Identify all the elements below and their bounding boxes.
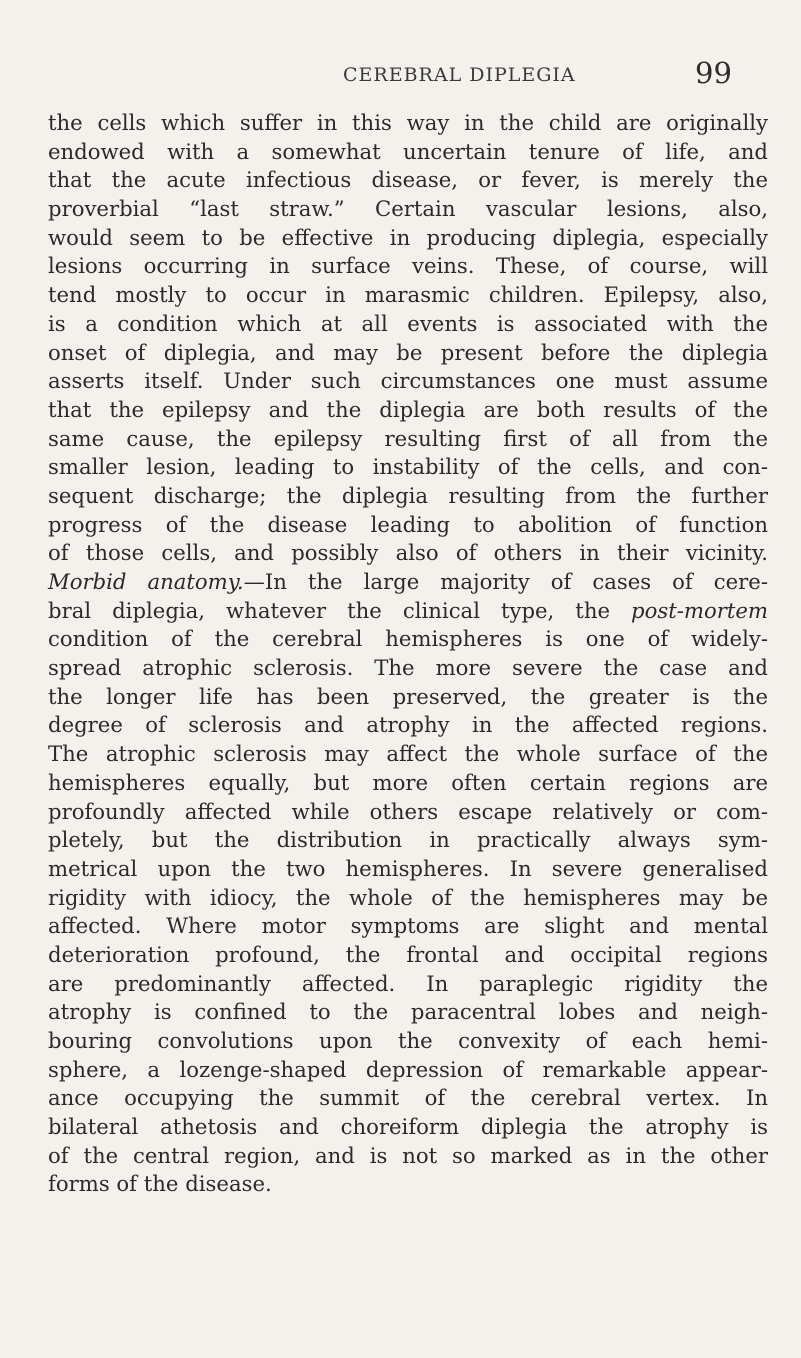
text-line: onset of diplegia, and may be present before the diplegia: [48, 339, 768, 365]
text-line: deterioration profound, the frontal and occipital regions: [48, 941, 768, 967]
text-line: proverbial “last straw.” Certain vascular lesions, also,: [48, 196, 768, 222]
text-line: sphere, a lozenge-shaped depression of remarkable appear-: [48, 1056, 768, 1082]
text-line: bouring convolutions upon the convexity of each hemi-: [48, 1028, 768, 1053]
section-heading-morbid-anatomy: Morbid anatomy.: [48, 569, 244, 594]
text-line: bilateral athetosis and choreiform diplegia the atrophy is: [48, 1114, 768, 1140]
text-line: tend mostly to occur in marasmic children. Epilepsy, also,: [48, 282, 768, 308]
text-line: forms of the disease.: [48, 1171, 272, 1197]
text-run: bral diplegia, whatever the clinical type, the: [48, 597, 632, 623]
text-line: condition of the cerebral hemispheres is one of widely-: [48, 626, 768, 652]
text-line: are predominantly affected. In paraplegic rigidity the: [48, 970, 768, 996]
text-line: lesions occurring in surface veins. These, of course, will: [48, 253, 768, 279]
text-line: the longer life has been preserved, the greater is the: [48, 683, 768, 709]
text-line: ance occupying the summit of the cerebral vertex. In: [48, 1085, 768, 1111]
text-line: that the epilepsy and the diplegia are both results of the: [48, 396, 768, 422]
text-line: is a condition which at all events is associated with the: [48, 310, 768, 336]
text-line: that the acute infectious disease, or fever, is merely the: [48, 167, 768, 193]
text-line: metrical upon the two hemispheres. In severe generalised: [48, 855, 768, 881]
text-line: spread atrophic sclerosis. The more severe the case and: [48, 655, 768, 681]
text-line: The atrophic sclerosis may affect the whole surface of the: [48, 741, 768, 767]
text-line: atrophy is confined to the paracentral lobes and neigh-: [48, 999, 768, 1025]
text-line: sequent discharge; the diplegia resulting from the further: [48, 482, 768, 508]
text-line: rigidity with idiocy, the whole of the hemispheres may be: [48, 884, 768, 910]
text-line: profoundly affected while others escape relatively or com-: [48, 798, 768, 824]
text-line: pletely, but the distribution in practically always sym-: [48, 827, 768, 853]
text-line: asserts itself. Under such circumstances one must assume: [48, 368, 768, 394]
running-title: CEREBRAL DIPLEGIA: [343, 64, 576, 86]
page-number: 99: [695, 56, 732, 90]
body-text: [48, 109, 768, 1199]
text-line: [48, 597, 768, 626]
text-line: of the central region, and is not so marked as in the other: [48, 1142, 768, 1168]
text-line: would seem to be effective in producing diplegia, especially: [48, 224, 768, 250]
text-line: endowed with a somewhat uncertain tenure of life, and: [48, 138, 768, 164]
text-line: of those cells, and possibly also of others in their vicinity.: [48, 540, 768, 566]
running-head: [0, 56, 801, 100]
text-line: [48, 568, 768, 597]
text-line: hemispheres equally, but more often certain regions are: [48, 769, 768, 795]
text-line: affected. Where motor symptoms are slight and mental: [48, 913, 768, 939]
text-run: —In the large majority of cases of cere-: [243, 569, 768, 594]
text-line: degree of sclerosis and atrophy in the affected regions.: [48, 712, 768, 738]
text-line: same cause, the epilepsy resulting first of all from the: [48, 425, 768, 451]
text-line: the cells which suffer in this way in the child are originally: [48, 110, 768, 135]
text-line: smaller lesion, leading to instability of the cells, and con-: [48, 454, 768, 480]
text-line: progress of the disease leading to abolition of function: [48, 511, 768, 537]
italic-term-post-mortem: post-mortem: [631, 597, 768, 623]
